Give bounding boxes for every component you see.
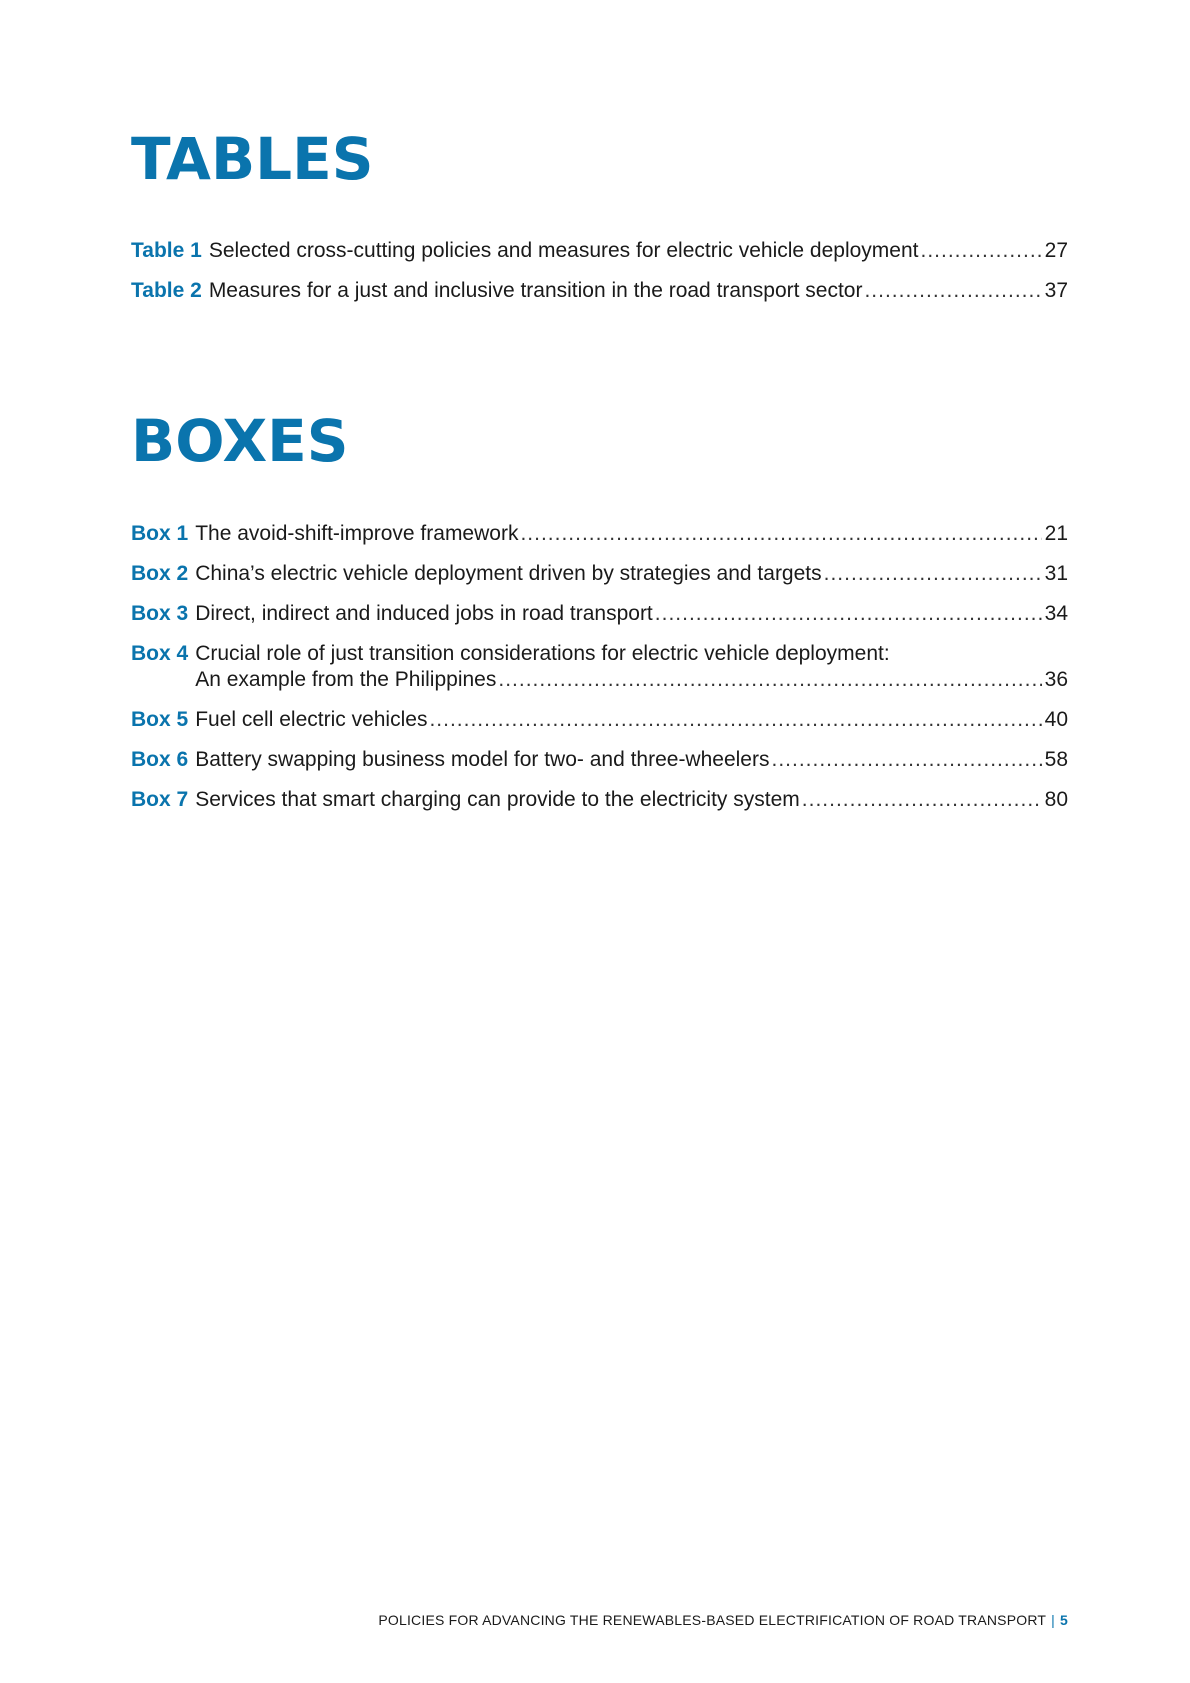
tables-list — [131, 238, 1068, 318]
footer-title: POLICIES FOR ADVANCING THE RENEWABLES-BASED ELECTRIFICATION OF ROAD TRANSPORT — [378, 1612, 1047, 1628]
entry-label: Box 1 — [131, 522, 189, 545]
toc-entry-box-1[interactable] — [131, 521, 1068, 561]
toc-entry-box-7[interactable] — [131, 787, 1068, 827]
entry-title: The avoid-shift-improve framework — [195, 522, 519, 545]
toc-entry-box-3[interactable] — [131, 601, 1068, 641]
entry-page-number: 21 — [1044, 522, 1068, 545]
entry-title: Selected cross-cutting policies and measures for electric vehicle deployment — [208, 239, 919, 262]
entry-label: Box 5 — [131, 708, 189, 731]
dot-leader — [771, 747, 1041, 773]
entry-page-number: 34 — [1044, 602, 1068, 625]
toc-entry-box-2[interactable] — [131, 561, 1068, 601]
toc-entry-box-5[interactable] — [131, 707, 1068, 747]
entry-page-number: 58 — [1044, 748, 1068, 771]
entry-title: Measures for a just and inclusive transition in the road transport sector — [208, 279, 863, 302]
dot-leader — [921, 238, 1042, 264]
dot-leader — [429, 707, 1041, 733]
entry-label: Box 4 — [131, 642, 189, 665]
dot-leader — [864, 278, 1041, 304]
entry-title: Direct, indirect and induced jobs in road transport — [195, 602, 653, 625]
dot-leader — [520, 521, 1041, 547]
page-footer — [378, 1612, 1068, 1628]
entry-page-number: 27 — [1044, 239, 1068, 262]
entry-label: Box 3 — [131, 602, 189, 625]
entry-label: Box 2 — [131, 562, 189, 585]
entry-title: Services that smart charging can provide to the electricity system — [195, 788, 800, 811]
dot-leader — [802, 787, 1042, 813]
entry-title-line-2: An example from the Philippines — [195, 668, 497, 691]
boxes-heading: BOXES — [131, 407, 349, 475]
entry-title-line-1: Crucial role of just transition considerations for electric vehicle deployment: — [195, 642, 890, 665]
footer-separator: | — [1051, 1612, 1055, 1628]
tables-heading: TABLES — [131, 125, 374, 193]
entry-page-number: 80 — [1044, 788, 1068, 811]
toc-entry-table-2[interactable] — [131, 278, 1068, 318]
entry-label: Box 7 — [131, 788, 189, 811]
entry-page-number: 31 — [1044, 562, 1068, 585]
entry-title: Fuel cell electric vehicles — [195, 708, 428, 731]
toc-entry-table-1[interactable] — [131, 238, 1068, 278]
footer-page-number: 5 — [1060, 1612, 1068, 1628]
dot-leader — [498, 667, 1041, 693]
entry-label: Table 2 — [131, 279, 202, 302]
dot-leader — [655, 601, 1042, 627]
entry-page-number: 40 — [1044, 708, 1068, 731]
entry-page-number: 37 — [1044, 279, 1068, 302]
toc-entry-box-6[interactable] — [131, 747, 1068, 787]
entry-title: China’s electric vehicle deployment driven by strategies and targets — [195, 562, 822, 585]
entry-label: Table 1 — [131, 239, 202, 262]
toc-entry-box-4[interactable] — [131, 641, 1068, 707]
entry-title: Battery swapping business model for two- and three-wheelers — [195, 748, 770, 771]
dot-leader — [824, 561, 1042, 587]
entry-label: Box 6 — [131, 748, 189, 771]
entry-page-number: 36 — [1044, 668, 1068, 691]
boxes-list — [131, 521, 1068, 827]
